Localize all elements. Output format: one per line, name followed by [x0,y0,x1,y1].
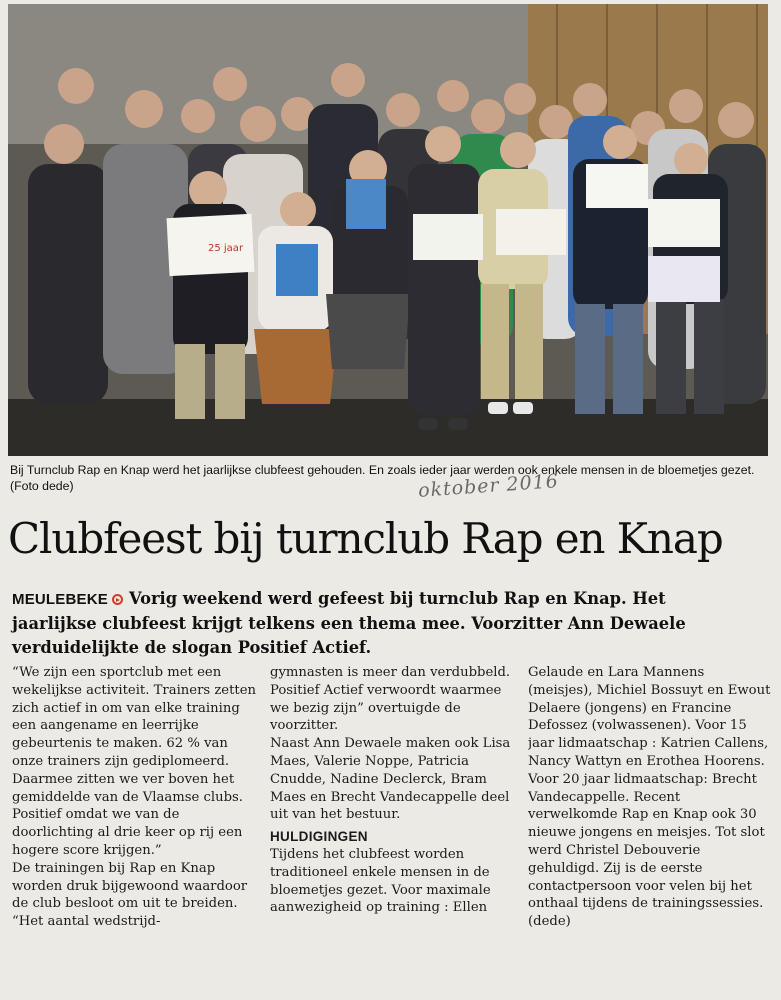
handwritten-date-note: oktober 2016 [417,470,560,502]
article-headline: Clubfeest bij turnclub Rap en Knap [8,514,723,563]
paragraph: De trainingen bij Rap en Knap worden druk bijgewoond waardoor de club besloot om uit te breiden. “Het aantal wedstrijd- [12,860,248,930]
paragraph: Tijdens het clubfeest worden traditioneel enkele mensen in de bloemetjes gezet. Voor maximale aanwezigheid op training : Ellen [270,846,491,916]
article-column-3 [528,664,771,994]
section-subhead: HULDIGINGEN [270,829,368,845]
certificate-text: 25 jaar [208,243,244,254]
paragraph: gymnasten is meer dan verdubbeld. Positief Actief verwoordt waarmee we bezig zijn” overtuigde de voorzitter. [270,665,511,734]
article-column-1 [12,664,256,994]
paragraph: Gelaude en Lara Mannens (meisjes), Michiel Bossuyt en Ewout Delaere (jongens) en Francine Defossez (volwassenen). Voor 15 jaar lidmaatschap : Katrien Callens, Nancy Wattyn en Erothea Hoorens. Voor 20 jaar lidmaatschap: Brecht Vandecappelle. Recent verwelkomde Rap en Knap ook 30 nieuwe jongens en meisjes. Tot slot werd Christel Debouverie gehuldigd. Zij is de eerste contactpersoon voor velen bij het onthaal tijdens de trainingssessies. (dede) [528,665,771,930]
article-lead [12,587,752,660]
article-column-2 [270,664,518,994]
paragraph: Naast Ann Dewaele maken ook Lisa Maes, Valerie Noppe, Patricia Cnudde, Nadine Declerck, Bram Maes en Brecht Vandecappelle deel uit van het bestuur. [270,736,511,823]
dateline: MEULEBEKE [12,591,108,608]
lead-text: Vorig weekend werd gefeest bij turnclub Rap en Knap. Het jaarlijkse clubfeest krijgt telkens een thema mee. Voorzitter Ann Dewaele verduidelijkte de slogan Positief Actief. [12,589,686,657]
group-photo [8,4,768,456]
play-bullet-icon [112,594,123,605]
group-photo-illustration [8,4,768,456]
photo-caption: Bij Turnclub Rap en Knap werd het jaarlijkse clubfeest gehouden. En zoals ieder jaar werden ook enkele mensen in de bloemetjes gezet. (Foto dede) [10,463,755,493]
paragraph: “We zijn een sportclub met een wekelijkse activiteit. Trainers zetten zich actief in om van elke training een aangename en leerrijke gebeurtenis te maken. 62 % van onze trainers zijn gediplomeerd. Daarmee zitten we ver boven het gemiddelde van de Vlaamse clubs. Positief omdat we van de doorlichting al drie keer op rij een hogere score krijgen.” [12,665,256,858]
